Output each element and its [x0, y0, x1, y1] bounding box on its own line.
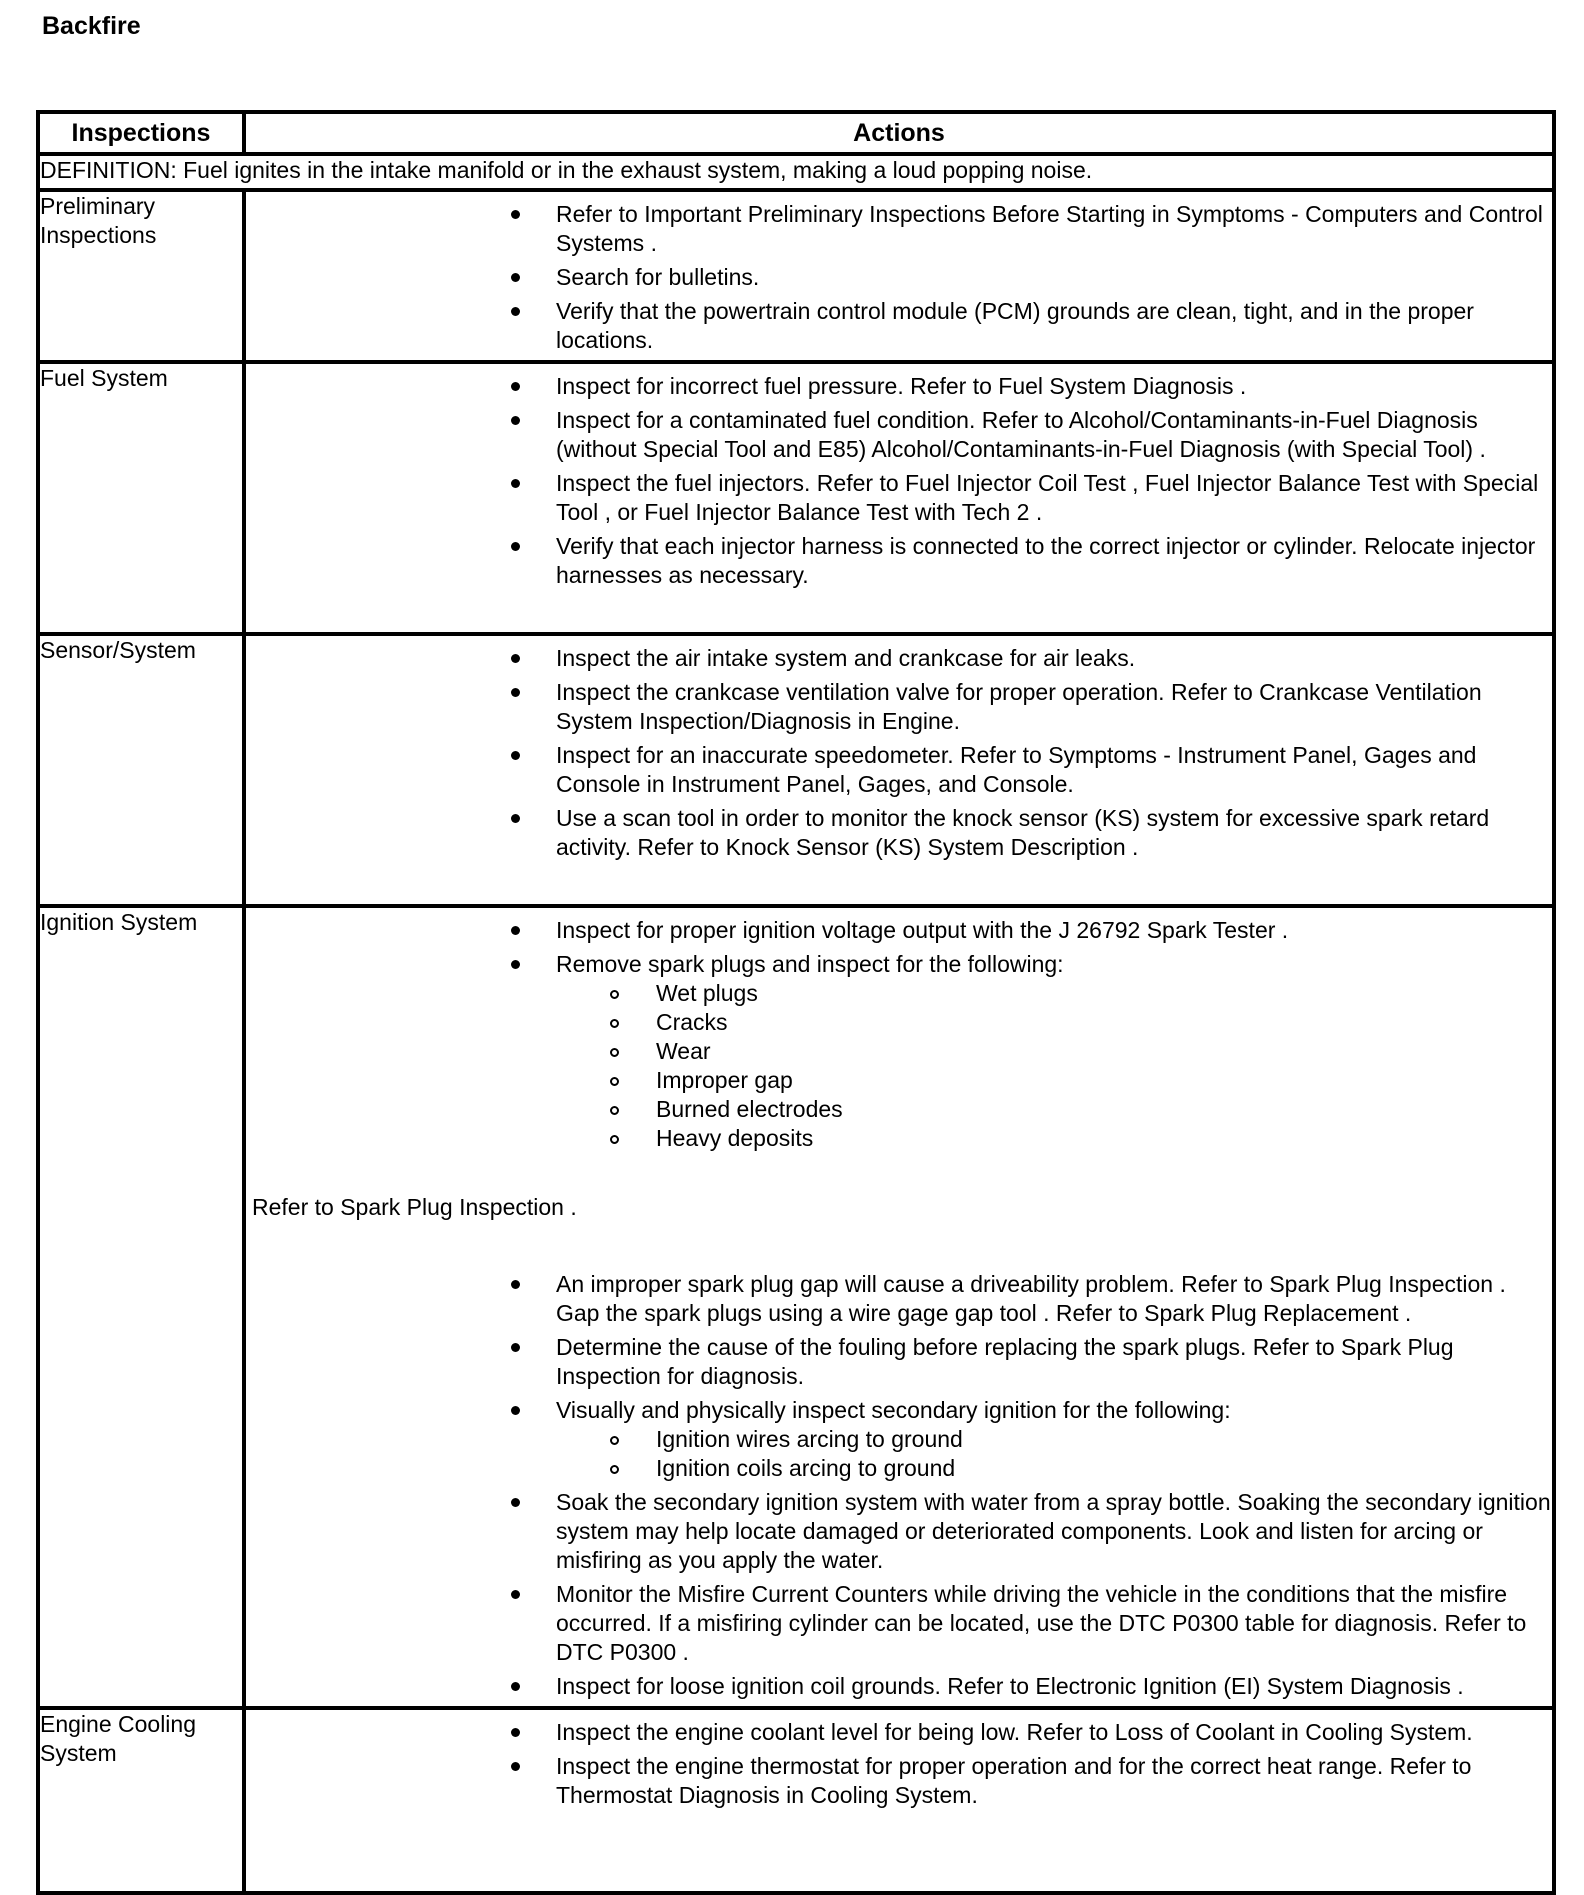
- list-item: Inspect the air intake system and crankcase for air leaks.: [246, 644, 1552, 673]
- sub-list-item: Heavy deposits: [556, 1124, 1552, 1153]
- list-item: Inspect for loose ignition coil grounds. Refer to Electronic Ignition (EI) System Diagnosis .: [246, 1672, 1552, 1701]
- header-inspections: Inspections: [38, 112, 244, 154]
- sub-list-item: Burned electrodes: [556, 1095, 1552, 1124]
- note-text: Refer to Spark Plug Inspection .: [252, 1194, 577, 1220]
- row-label-sensor-system: Sensor/System: [38, 634, 244, 906]
- sub-list-item: Wet plugs: [556, 979, 1552, 1008]
- sub-list-item: Improper gap: [556, 1066, 1552, 1095]
- list-item: Inspect for proper ignition voltage output with the J 26792 Spark Tester .: [246, 916, 1552, 945]
- actions-cell: [244, 362, 1554, 634]
- list-item: [246, 1396, 1552, 1483]
- list-item: An improper spark plug gap will cause a driveability problem. Refer to Spark Plug Inspection . Gap the spark plugs using a wire gage gap tool . Refer to Spark Plug Replacement .: [246, 1270, 1552, 1328]
- table-row: [38, 634, 1554, 906]
- sub-list-item: Cracks: [556, 1008, 1552, 1037]
- list-item: Soak the secondary ignition system with water from a spray bottle. Soaking the secondary ignition system may help locate damaged or deteriorated components. Look and listen for arcing or misfiring as you apply the water.: [246, 1488, 1552, 1575]
- row-label-fuel-system: Fuel System: [38, 362, 244, 634]
- table-row: [38, 362, 1554, 634]
- list-item-text: Remove spark plugs and inspect for the following:: [556, 951, 1064, 977]
- list-item: Verify that the powertrain control module (PCM) grounds are clean, tight, and in the proper locations.: [246, 297, 1552, 355]
- definition-row: [38, 154, 1554, 190]
- row-label-engine-cooling-system: Engine Cooling System: [38, 1708, 244, 1893]
- list-item: Determine the cause of the fouling before replacing the spark plugs. Refer to Spark Plug Inspection for diagnosis.: [246, 1333, 1552, 1391]
- list-item: Refer to Important Preliminary Inspections Before Starting in Symptoms - Computers and Control Systems .: [246, 200, 1552, 258]
- list-item: Inspect the fuel injectors. Refer to Fuel Injector Coil Test , Fuel Injector Balance Test with Special Tool , or Fuel Injector Balance Test with Tech 2 .: [246, 469, 1552, 527]
- actions-cell: [244, 190, 1554, 362]
- list-item: Inspect for an inaccurate speedometer. Refer to Symptoms - Instrument Panel, Gages and Console in Instrument Panel, Gages, and Console.: [246, 741, 1552, 799]
- row-label-ignition-system: Ignition System: [38, 906, 244, 1708]
- actions-cell: [244, 634, 1554, 906]
- list-item: [246, 950, 1552, 1153]
- actions-cell: [244, 1708, 1554, 1893]
- list-item: Monitor the Misfire Current Counters while driving the vehicle in the conditions that the misfire occurred. If a misfiring cylinder can be located, use the DTC P0300 table for diagnosis. Refer to DTC P0300 .: [246, 1580, 1552, 1667]
- list-item: Use a scan tool in order to monitor the knock sensor (KS) system for excessive spark retard activity. Refer to Knock Sensor (KS) System Description .: [246, 804, 1552, 862]
- row-label-preliminary: Preliminary Inspections: [38, 190, 244, 362]
- definition-text: DEFINITION: Fuel ignites in the intake manifold or in the exhaust system, making a loud popping noise.: [38, 154, 1554, 190]
- list-item: Inspect the engine coolant level for being low. Refer to Loss of Coolant in Cooling System.: [246, 1718, 1552, 1747]
- table-row: [38, 1708, 1554, 1893]
- backfire-table: [36, 110, 1556, 1895]
- list-item-text: Visually and physically inspect secondary ignition for the following:: [556, 1397, 1231, 1423]
- list-item: Inspect the crankcase ventilation valve for proper operation. Refer to Crankcase Ventilation System Inspection/Diagnosis in Engine.: [246, 678, 1552, 736]
- sub-list-item: Ignition coils arcing to ground: [556, 1454, 1552, 1483]
- table-row: [38, 906, 1554, 1708]
- sub-list-item: Wear: [556, 1037, 1552, 1066]
- header-actions: Actions: [244, 112, 1554, 154]
- list-item: Inspect the engine thermostat for proper operation and for the correct heat range. Refer to Thermostat Diagnosis in Cooling System.: [246, 1752, 1552, 1810]
- list-item: Verify that each injector harness is connected to the correct injector or cylinder. Relocate injector harnesses as necessary.: [246, 532, 1552, 590]
- list-item: Search for bulletins.: [246, 263, 1552, 292]
- table-row: [38, 190, 1554, 362]
- list-item: Inspect for a contaminated fuel condition. Refer to Alcohol/Contaminants-in-Fuel Diagnosis (without Special Tool and E85) Alcohol/Contaminants-in-Fuel Diagnosis (with Special Tool) .: [246, 406, 1552, 464]
- page-title: Backfire: [42, 12, 141, 40]
- sub-list-item: Ignition wires arcing to ground: [556, 1425, 1552, 1454]
- list-item: Inspect for incorrect fuel pressure. Refer to Fuel System Diagnosis .: [246, 372, 1552, 401]
- header-row: [38, 112, 1554, 154]
- actions-cell: [244, 906, 1554, 1708]
